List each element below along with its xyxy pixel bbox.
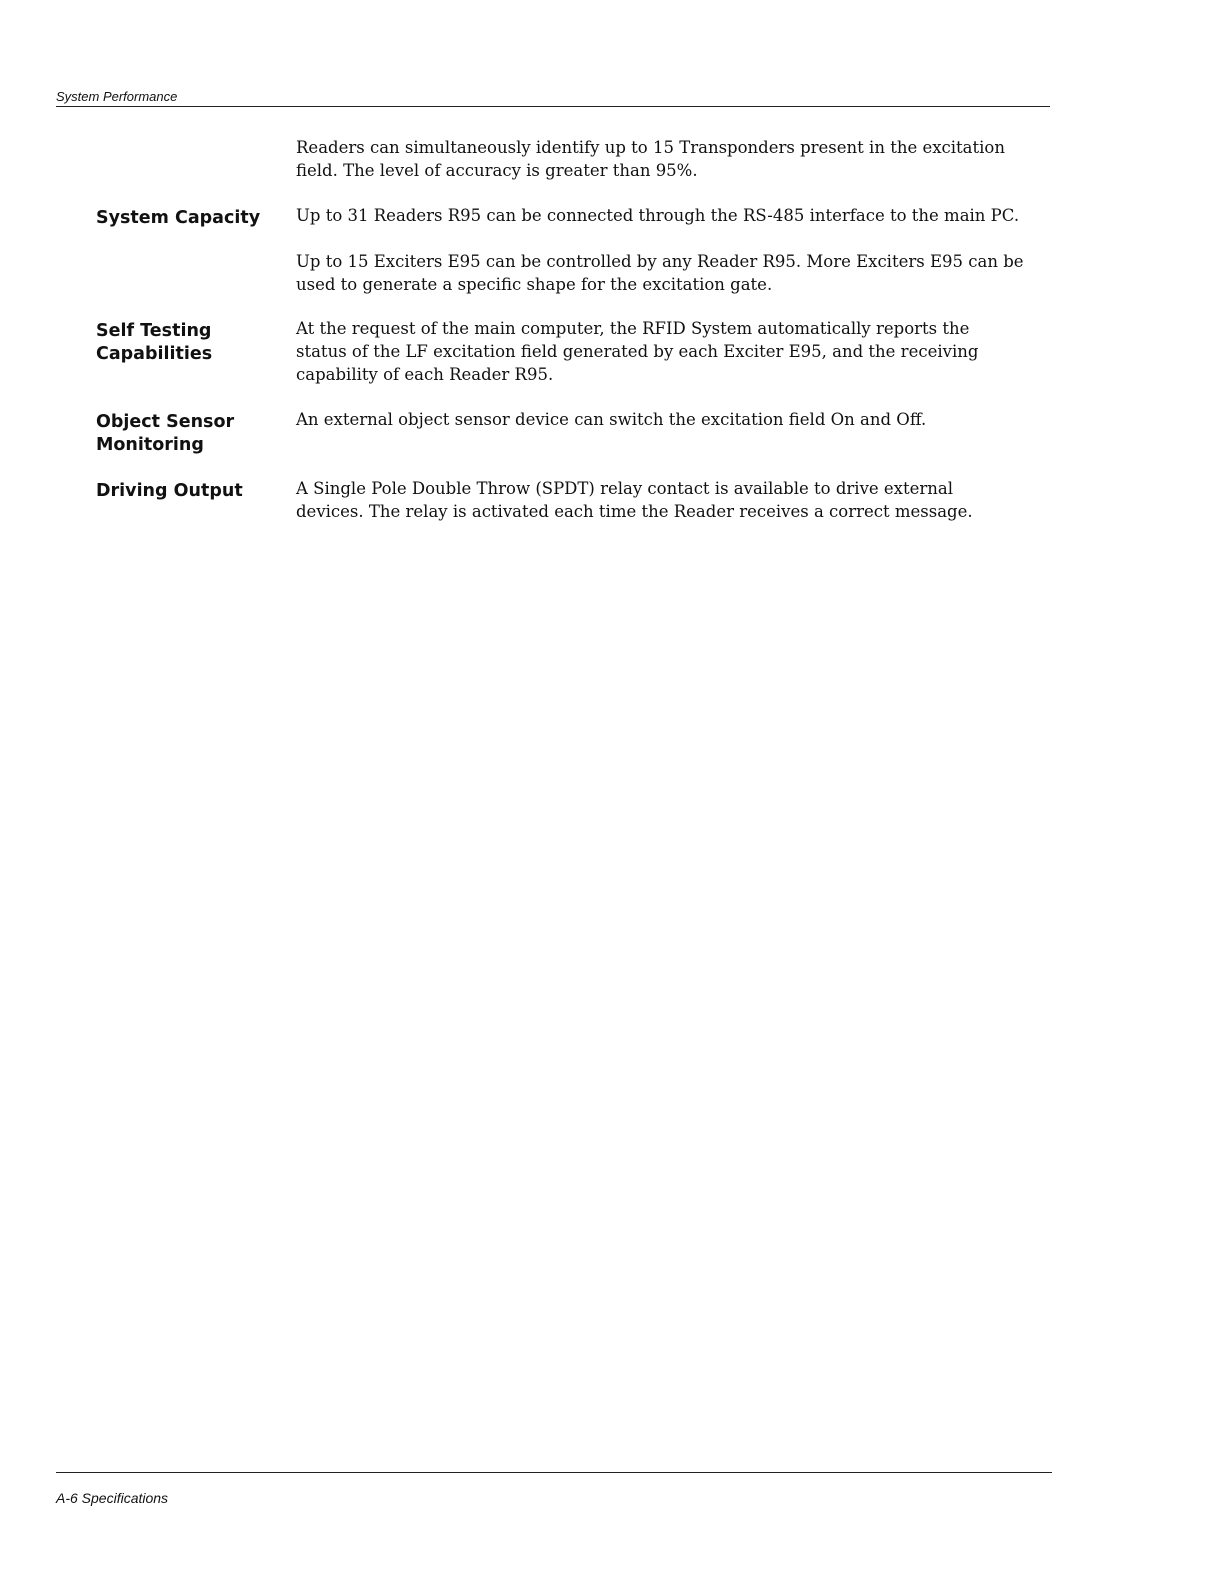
running-head: System Performance xyxy=(56,89,178,104)
intro-paragraph xyxy=(296,136,1056,182)
system-capacity-line-3: used to generate a specific shape for the excitation gate. xyxy=(296,275,773,294)
object-sensor-paragraph xyxy=(296,408,1056,431)
self-testing-paragraph xyxy=(296,317,1056,386)
page-footer: A-6 Specifications xyxy=(56,1490,169,1506)
label-system-capacity: System Capacity xyxy=(96,208,261,228)
system-capacity-line-1: Up to 31 Readers R95 can be connected through the RS-485 interface to the main PC. xyxy=(296,206,1020,225)
driving-output-line-1: A Single Pole Double Throw (SPDT) relay contact is available to drive external xyxy=(296,479,953,498)
self-testing-line-1: At the request of the main computer, the RFID System automatically reports the xyxy=(296,319,970,338)
footer-rule xyxy=(56,1472,1052,1473)
label-object-sensor-line-2: Monitoring xyxy=(96,435,204,455)
driving-output-paragraph xyxy=(296,477,1056,523)
header-rule xyxy=(56,106,1050,107)
driving-output-line-2: devices. The relay is activated each time the Reader receives a correct message. xyxy=(296,502,973,521)
object-sensor-line-1: An external object sensor device can switch the excitation field On and Off. xyxy=(296,410,927,429)
label-object-sensor xyxy=(96,411,276,457)
label-self-testing xyxy=(96,320,276,366)
self-testing-line-3: capability of each Reader R95. xyxy=(296,365,554,384)
system-capacity-line-2: Up to 15 Exciters E95 can be controlled by any Reader R95. More Exciters E95 can be xyxy=(296,252,1024,271)
system-capacity-paragraph-1 xyxy=(296,204,1056,227)
system-capacity-paragraph-2 xyxy=(296,250,1056,296)
label-driving-output: Driving Output xyxy=(96,481,243,501)
self-testing-line-2: status of the LF excitation field generated by each Exciter E95, and the receiving xyxy=(296,342,979,361)
intro-line-1: Readers can simultaneously identify up to 15 Transponders present in the excitation xyxy=(296,138,1005,157)
label-self-testing-line-1: Self Testing xyxy=(96,321,212,341)
intro-line-2: field. The level of accuracy is greater than 95%. xyxy=(296,161,698,180)
label-object-sensor-line-1: Object Sensor xyxy=(96,412,235,432)
label-self-testing-line-2: Capabilities xyxy=(96,344,213,364)
